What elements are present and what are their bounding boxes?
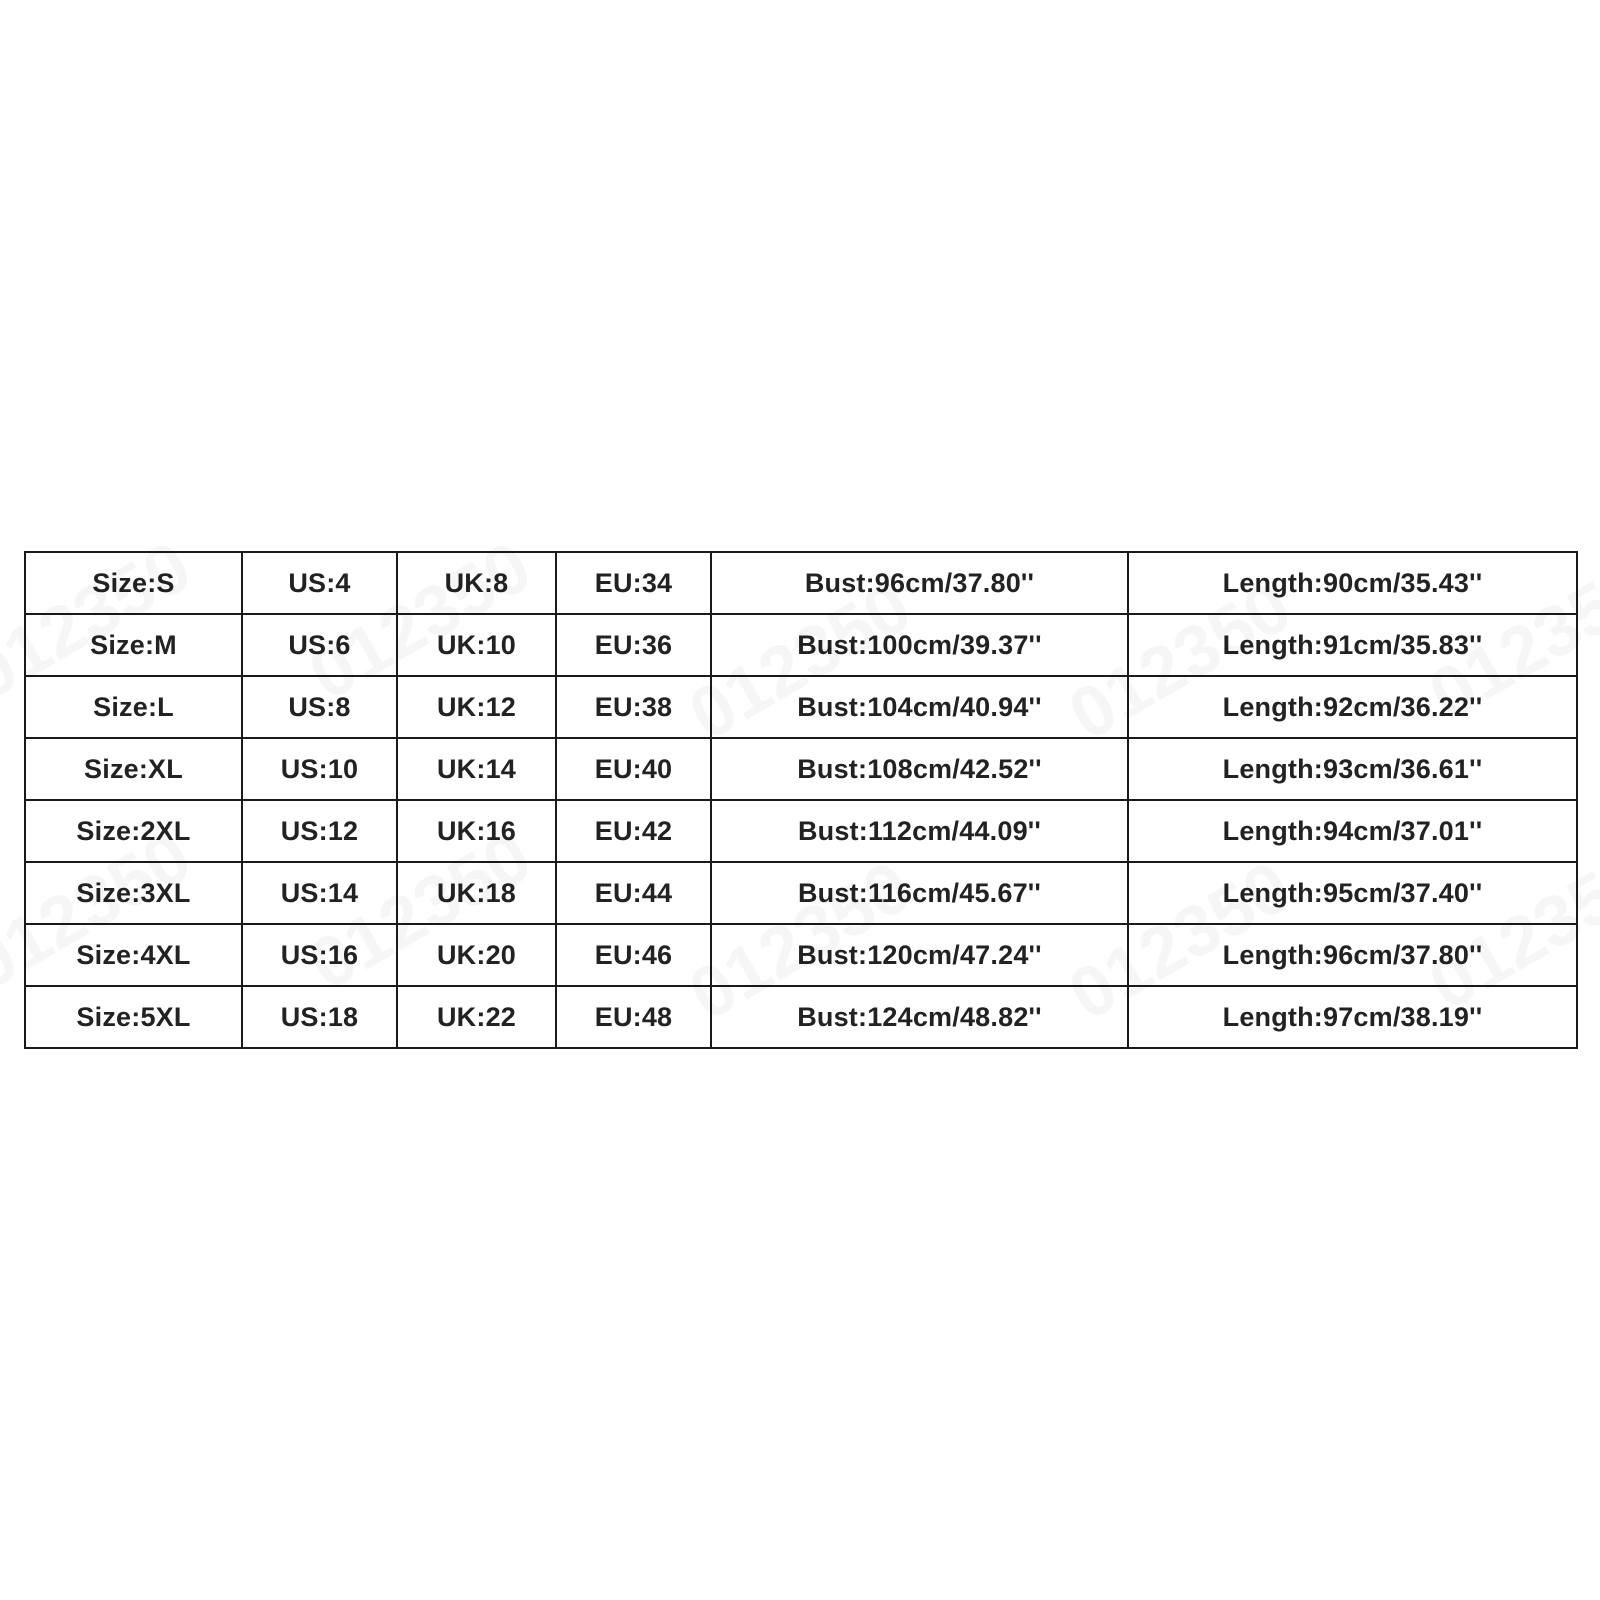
size-row-3xl bbox=[25, 862, 1577, 924]
bust-cell: Bust:112cm/44.09'' bbox=[711, 800, 1128, 862]
length-cell: Length:91cm/35.83'' bbox=[1128, 614, 1577, 676]
length-cell: Length:92cm/36.22'' bbox=[1128, 676, 1577, 738]
eu-size-cell: EU:40 bbox=[556, 738, 711, 800]
uk-size-cell: UK:18 bbox=[397, 862, 556, 924]
eu-size-cell: EU:42 bbox=[556, 800, 711, 862]
size-cell: Size:L bbox=[25, 676, 242, 738]
us-size-cell: US:14 bbox=[242, 862, 397, 924]
size-cell: Size:5XL bbox=[25, 986, 242, 1048]
us-size-cell: US:6 bbox=[242, 614, 397, 676]
eu-size-cell: EU:48 bbox=[556, 986, 711, 1048]
uk-size-cell: UK:22 bbox=[397, 986, 556, 1048]
bust-cell: Bust:100cm/39.37'' bbox=[711, 614, 1128, 676]
eu-size-cell: EU:44 bbox=[556, 862, 711, 924]
bust-cell: Bust:108cm/42.52'' bbox=[711, 738, 1128, 800]
eu-size-cell: EU:46 bbox=[556, 924, 711, 986]
eu-size-cell: EU:34 bbox=[556, 552, 711, 614]
eu-size-cell: EU:38 bbox=[556, 676, 711, 738]
us-size-cell: US:18 bbox=[242, 986, 397, 1048]
uk-size-cell: UK:16 bbox=[397, 800, 556, 862]
bust-cell: Bust:116cm/45.67'' bbox=[711, 862, 1128, 924]
size-cell: Size:3XL bbox=[25, 862, 242, 924]
us-size-cell: US:4 bbox=[242, 552, 397, 614]
size-row-5xl bbox=[25, 986, 1577, 1048]
us-size-cell: US:8 bbox=[242, 676, 397, 738]
length-cell: Length:95cm/37.40'' bbox=[1128, 862, 1577, 924]
uk-size-cell: UK:12 bbox=[397, 676, 556, 738]
uk-size-cell: UK:10 bbox=[397, 614, 556, 676]
uk-size-cell: UK:8 bbox=[397, 552, 556, 614]
length-cell: Length:97cm/38.19'' bbox=[1128, 986, 1577, 1048]
size-cell: Size:XL bbox=[25, 738, 242, 800]
length-cell: Length:96cm/37.80'' bbox=[1128, 924, 1577, 986]
eu-size-cell: EU:36 bbox=[556, 614, 711, 676]
us-size-cell: US:16 bbox=[242, 924, 397, 986]
size-cell: Size:4XL bbox=[25, 924, 242, 986]
size-cell: Size:M bbox=[25, 614, 242, 676]
uk-size-cell: UK:20 bbox=[397, 924, 556, 986]
uk-size-cell: UK:14 bbox=[397, 738, 556, 800]
bust-cell: Bust:124cm/48.82'' bbox=[711, 986, 1128, 1048]
size-chart-table bbox=[24, 551, 1578, 1049]
us-size-cell: US:10 bbox=[242, 738, 397, 800]
size-cell: Size:S bbox=[25, 552, 242, 614]
us-size-cell: US:12 bbox=[242, 800, 397, 862]
size-row-xl bbox=[25, 738, 1577, 800]
size-row-2xl bbox=[25, 800, 1577, 862]
length-cell: Length:93cm/36.61'' bbox=[1128, 738, 1577, 800]
size-row-m bbox=[25, 614, 1577, 676]
size-row-4xl bbox=[25, 924, 1577, 986]
bust-cell: Bust:120cm/47.24'' bbox=[711, 924, 1128, 986]
length-cell: Length:90cm/35.43'' bbox=[1128, 552, 1577, 614]
size-cell: Size:2XL bbox=[25, 800, 242, 862]
bust-cell: Bust:96cm/37.80'' bbox=[711, 552, 1128, 614]
length-cell: Length:94cm/37.01'' bbox=[1128, 800, 1577, 862]
bust-cell: Bust:104cm/40.94'' bbox=[711, 676, 1128, 738]
size-row-l bbox=[25, 676, 1577, 738]
size-row-s bbox=[25, 552, 1577, 614]
